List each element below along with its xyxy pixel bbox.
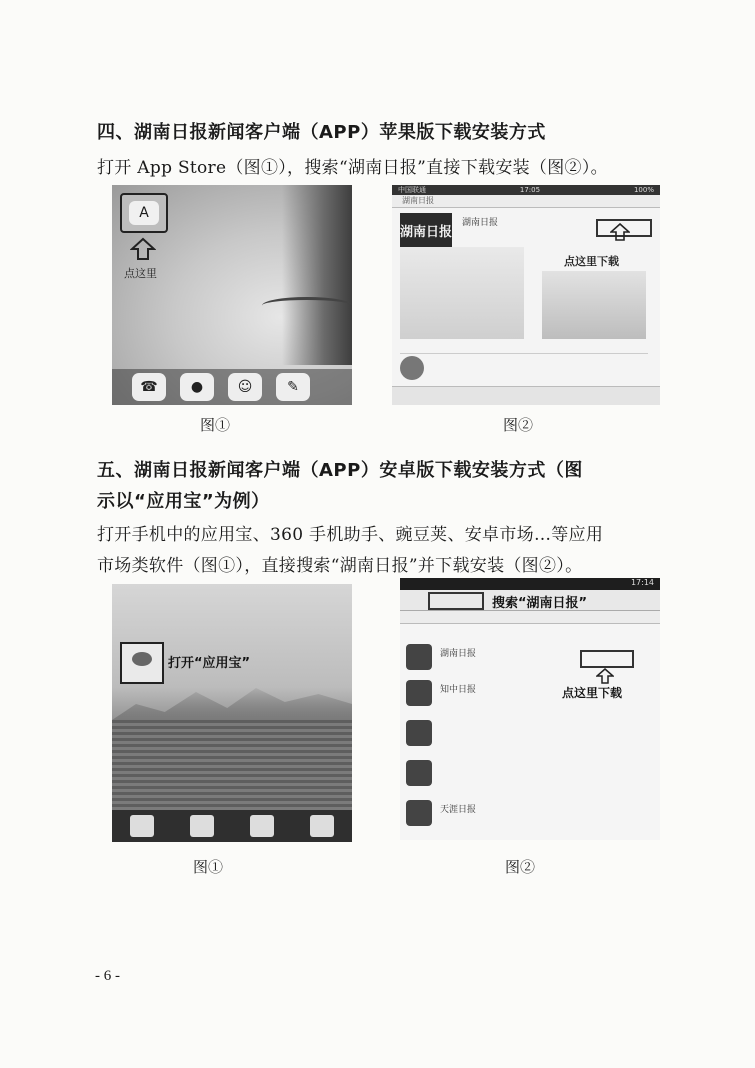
app-store-icon: A <box>120 193 168 233</box>
android-home-screenshot <box>112 584 352 842</box>
contacts-icon <box>190 815 214 837</box>
arrow-up-icon <box>596 668 614 684</box>
ios-home-screenshot <box>112 185 352 405</box>
nav-bar: 湖南日报 <box>392 195 660 208</box>
phone-icon: ☎ <box>132 373 166 401</box>
tap-here-label: 点这里 <box>124 267 157 280</box>
section5-heading-cont: 示以“应用宝”为例） <box>97 491 270 512</box>
section4-heading: 四、湖南日报新闻客户端（APP）苹果版下载安装方式 <box>97 122 546 143</box>
figure-caption: 图② <box>505 858 536 876</box>
arrow-up-icon <box>610 223 630 241</box>
pen-icon: ✎ <box>276 373 310 401</box>
screenshot-preview <box>400 247 524 339</box>
list-item: 湖南日报 <box>406 642 654 672</box>
search-input <box>428 592 484 610</box>
page-number: - 6 - <box>95 968 120 984</box>
apps-grid-icon <box>310 815 334 837</box>
figure-caption: 图① <box>193 858 224 876</box>
tap-download-label: 点这里下载 <box>564 255 619 268</box>
open-app-label: 打开“应用宝” <box>168 656 251 671</box>
list-item <box>406 718 654 748</box>
section5-text: 打开手机中的应用宝、360 手机助手、豌豆荚、安卓市场…等应用 <box>97 525 604 545</box>
app-store-icon <box>120 642 164 684</box>
section4-text: 打开 App Store（图①），搜索“湖南日报”直接下载安装（图②）。 <box>97 158 608 178</box>
list-item: 天涯日报 <box>406 798 654 828</box>
tabs <box>400 611 660 624</box>
tab-bar <box>392 386 660 405</box>
ios-dock <box>112 369 352 405</box>
app-store-search-screenshot: 中国联通 17:05 100% 湖南日报 湖南日报 湖南日报 点这里下载 <box>392 185 660 405</box>
figure-caption: 图① <box>200 416 231 434</box>
list-item: 知中日报 <box>406 678 654 708</box>
eye-shape <box>262 297 352 314</box>
android-dock <box>112 810 352 842</box>
download-button <box>580 650 634 668</box>
tap-download-label: 点这里下载 <box>562 686 623 700</box>
app-title: 湖南日报 <box>462 218 499 228</box>
search-bar <box>400 590 660 611</box>
list-item <box>406 758 654 788</box>
hunan-daily-logo: 湖南日报 <box>400 213 452 247</box>
search-result-row <box>400 353 648 380</box>
phone-icon <box>130 815 154 837</box>
mail-icon <box>250 815 274 837</box>
qq-icon: ☺ <box>228 373 262 401</box>
android-store-search-screenshot: 17:14 搜索“湖南日报” 湖南日报 知中日报 天涯日报 点这里下载 <box>400 578 660 840</box>
wechat-icon: ● <box>180 373 214 401</box>
screenshot-preview <box>542 271 646 339</box>
figure-caption: 图② <box>503 416 534 434</box>
search-label: 搜索“湖南日报” <box>492 596 588 611</box>
section5-text: 市场类软件（图①），直接搜索“湖南日报”并下载安装（图②）。 <box>97 556 583 576</box>
arrow-up-icon <box>130 237 156 261</box>
section5-heading: 五、湖南日报新闻客户端（APP）安卓版下载安装方式（图 <box>97 460 583 481</box>
